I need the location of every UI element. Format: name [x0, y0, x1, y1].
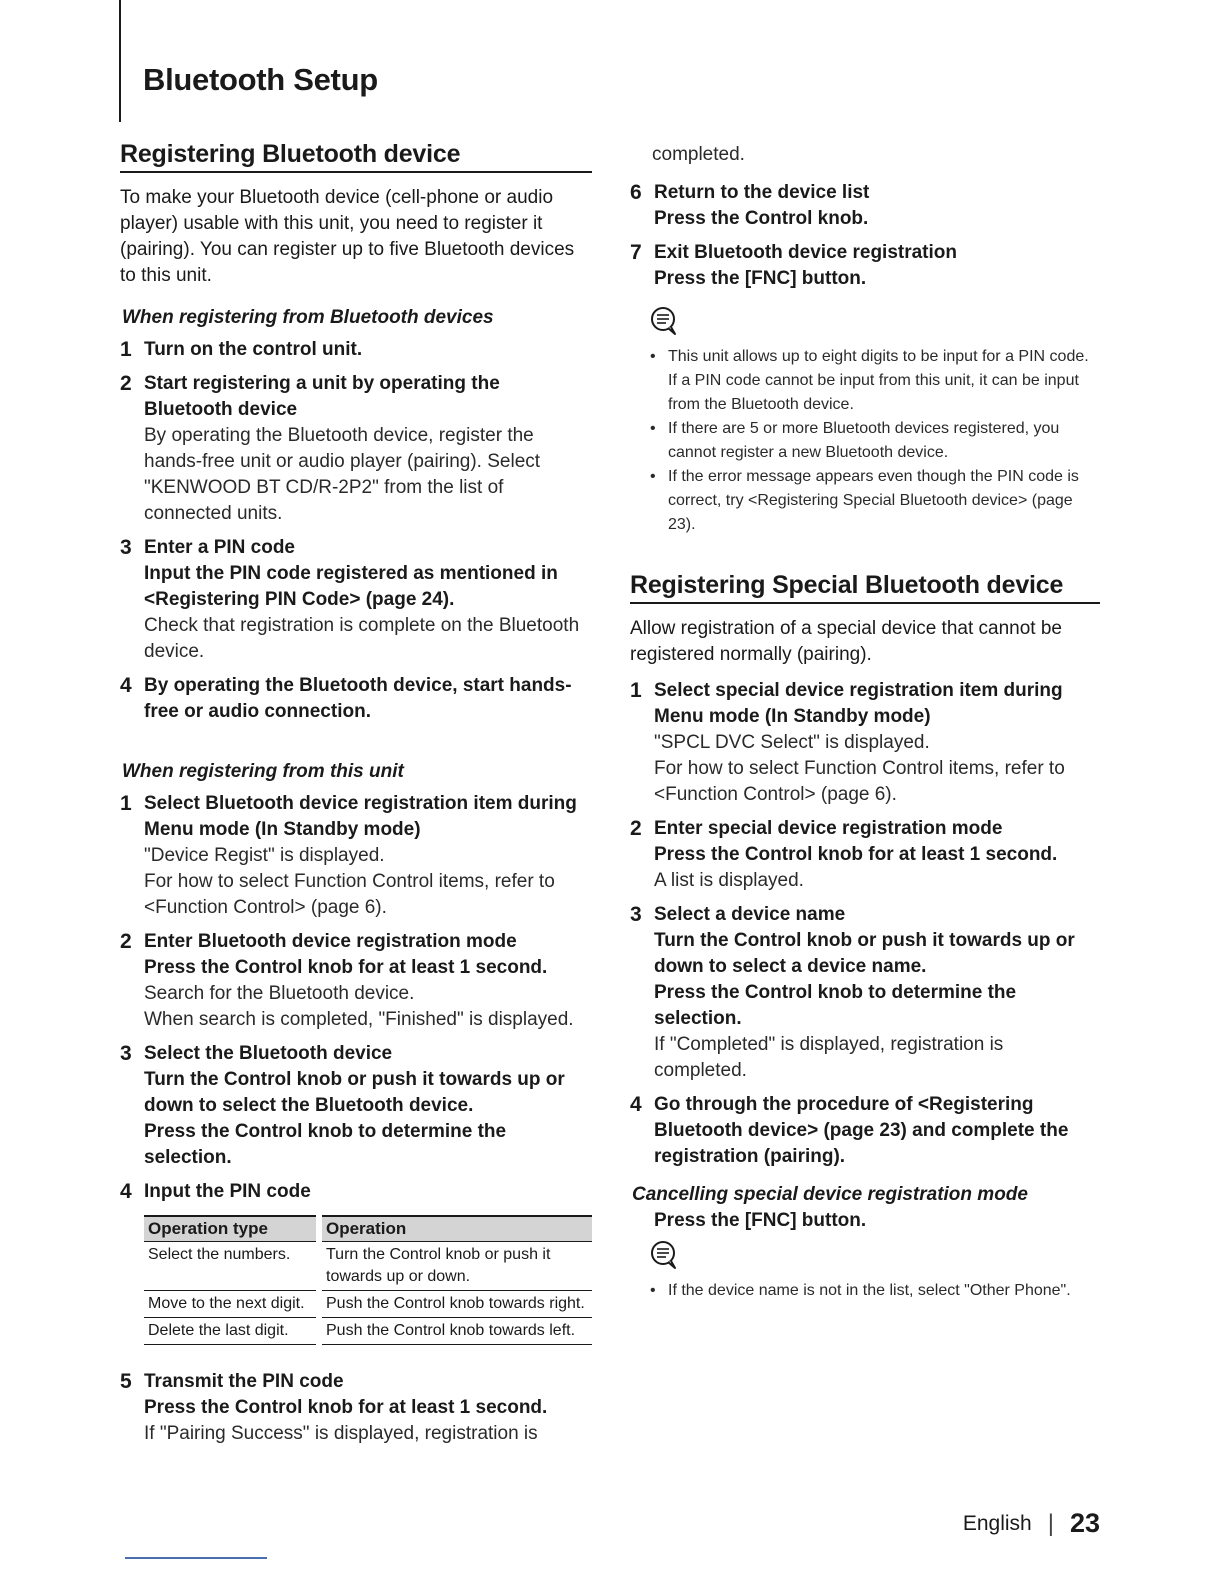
table-header-row — [144, 1216, 592, 1242]
step-action: Input the PIN code registered as mentioned in <Registering PIN Code> (page 24). — [144, 563, 558, 610]
step-item — [120, 673, 592, 725]
step-action: Press the Control knob for at least 1 second. — [144, 957, 548, 978]
step-number: 4 — [120, 674, 132, 697]
step-title: Exit Bluetooth device registration — [654, 242, 957, 263]
note-icon — [648, 306, 682, 336]
step-item — [120, 791, 592, 921]
step-action: Turn the Control knob or push it towards up or down to select a device name. Press the Control knob to determine the selection. — [654, 930, 1075, 1029]
title-side-bar — [119, 0, 121, 122]
notes-list-registration — [630, 345, 1100, 537]
step-title: Enter Bluetooth device registration mode — [144, 931, 517, 952]
left-column — [120, 140, 592, 1455]
note-item: • If there are 5 or more Bluetooth devices registered, you cannot register a new Bluetooth device. — [650, 417, 1100, 465]
step-title: Turn on the control unit. — [144, 339, 363, 360]
step-description: Check that registration is complete on the Bluetooth device. — [144, 615, 580, 662]
bottom-rule — [125, 1557, 267, 1559]
table-cell: Select the numbers. — [144, 1242, 319, 1291]
table-cell: Delete the last digit. — [144, 1318, 319, 1345]
step-number: 3 — [120, 536, 132, 559]
step-title: Input the PIN code — [144, 1181, 311, 1202]
subheading-cancelling: Cancelling special device registration mode — [632, 1184, 1028, 1205]
page-number: 23 — [1069, 1508, 1100, 1538]
step-title: Select the Bluetooth device — [144, 1043, 393, 1064]
step-title: Select Bluetooth device registration item during Menu mode (In Standby mode) — [144, 793, 577, 840]
table-header-operation: Operation — [319, 1216, 592, 1242]
step-action: Press the Control knob for at least 1 second. — [144, 1397, 548, 1418]
steps-special — [630, 678, 1100, 1170]
step-item — [120, 929, 592, 1033]
step-description: Search for the Bluetooth device. When search is completed, "Finished" is displayed. — [144, 983, 574, 1030]
step-number: 1 — [120, 338, 132, 361]
step-item — [120, 535, 592, 665]
step-title: Transmit the PIN code — [144, 1371, 344, 1392]
step-number: 6 — [630, 181, 642, 204]
step-item — [630, 816, 1100, 894]
cancel-action: Press the [FNC] button. — [654, 1210, 867, 1231]
step-title: Start registering a unit by operating the Bluetooth device — [144, 373, 500, 420]
step-description: "Device Regist" is displayed. For how to select Function Control items, refer to <Function Control> (page 6). — [144, 845, 555, 918]
note-item: • If the device name is not in the list, select "Other Phone". — [650, 1279, 1100, 1303]
step-action: Press the Control knob. — [654, 208, 869, 229]
step-number: 5 — [120, 1370, 132, 1393]
section-title-registering: Registering Bluetooth device — [120, 140, 592, 173]
right-column — [630, 140, 1100, 1323]
page-footer — [963, 1508, 1100, 1539]
note-item: • If the error message appears even though the PIN code is correct, try <Registering Special Bluetooth device> (page 23). — [650, 465, 1100, 537]
subheading-from-devices: When registering from Bluetooth devices — [122, 307, 494, 328]
step-item — [630, 240, 1100, 292]
step-item — [630, 902, 1100, 1084]
steps-from-devices — [120, 337, 592, 725]
step-title: Enter special device registration mode — [654, 818, 1003, 839]
step-item — [120, 371, 592, 527]
step-description: If "Completed" is displayed, registration is completed. — [654, 1034, 1004, 1081]
table-row — [144, 1291, 592, 1318]
intro-paragraph: To make your Bluetooth device (cell-phone or audio player) usable with this unit, you need to register it (pairing). You can register up to five Bluetooth devices to this unit. — [120, 187, 575, 286]
table-cell: Move to the next digit. — [144, 1291, 319, 1318]
note-item: • This unit allows up to eight digits to be input for a PIN code. If a PIN code cannot be input from this unit, it can be input from the Bluetooth device. — [650, 345, 1100, 417]
step-number: 4 — [120, 1180, 132, 1203]
step-transmit-pin — [120, 1369, 592, 1447]
step-item — [120, 1041, 592, 1171]
steps-from-unit — [120, 791, 592, 1205]
table-row — [144, 1242, 592, 1291]
step-action: Turn the Control knob or push it towards up or down to select the Bluetooth device. Press the Control knob to determine the selection. — [144, 1069, 565, 1168]
step-number: 4 — [630, 1093, 642, 1116]
steps-continued — [630, 180, 1100, 292]
step-description: By operating the Bluetooth device, register the hands-free unit or audio player (pairing). Select "KENWOOD BT CD/R-2P2" from the list of connected units. — [144, 425, 541, 524]
step-number: 2 — [120, 372, 132, 395]
special-intro-paragraph: Allow registration of a special device that cannot be registered normally (pairing). — [630, 618, 1062, 665]
step-item — [630, 1092, 1100, 1170]
step-item — [120, 337, 592, 363]
step-description: A list is displayed. — [654, 870, 804, 891]
step-description: "SPCL DVC Select" is displayed. For how to select Function Control items, refer to <Function Control> (page 6). — [654, 732, 1065, 805]
step-item — [120, 1179, 592, 1205]
step-number: 3 — [120, 1042, 132, 1065]
continued-text: completed. — [652, 144, 745, 165]
step-title: Return to the device list — [654, 182, 870, 203]
step-description: If "Pairing Success" is displayed, registration is — [144, 1423, 538, 1444]
step-number: 1 — [120, 792, 132, 815]
table-cell: Push the Control knob towards left. — [319, 1318, 592, 1345]
step-number: 3 — [630, 903, 642, 926]
step-action: Press the Control knob for at least 1 second. — [654, 844, 1058, 865]
table-cell: Turn the Control knob or push it towards up or down. — [319, 1242, 592, 1291]
notes-list-special — [630, 1279, 1100, 1303]
subheading-from-unit: When registering from this unit — [122, 761, 404, 782]
step-title: Select a device name — [654, 904, 846, 925]
step-title: By operating the Bluetooth device, start hands-free or audio connection. — [144, 675, 572, 722]
table-row — [144, 1318, 592, 1345]
pin-operation-table — [144, 1215, 592, 1345]
step-title: Select special device registration item during Menu mode (In Standby mode) — [654, 680, 1063, 727]
step-title: Go through the procedure of <Registering Bluetooth device> (page 23) and complete the registration (pairing). — [654, 1094, 1069, 1167]
table-cell: Push the Control knob towards right. — [319, 1291, 592, 1318]
step-title: Enter a PIN code — [144, 537, 295, 558]
step-action: Press the [FNC] button. — [654, 268, 867, 289]
footer-separator: | — [1047, 1509, 1054, 1537]
section-title-special: Registering Special Bluetooth device — [630, 571, 1100, 604]
page-title: Bluetooth Setup — [143, 62, 378, 97]
table-header-operation-type: Operation type — [144, 1216, 319, 1242]
footer-language: English — [962, 1511, 1032, 1535]
step-item — [630, 180, 1100, 232]
step-item — [630, 678, 1100, 808]
step-number: 1 — [630, 679, 642, 702]
step-number: 2 — [630, 817, 642, 840]
note-icon — [648, 1240, 682, 1270]
step-number: 7 — [630, 241, 642, 264]
step-number: 2 — [120, 930, 132, 953]
